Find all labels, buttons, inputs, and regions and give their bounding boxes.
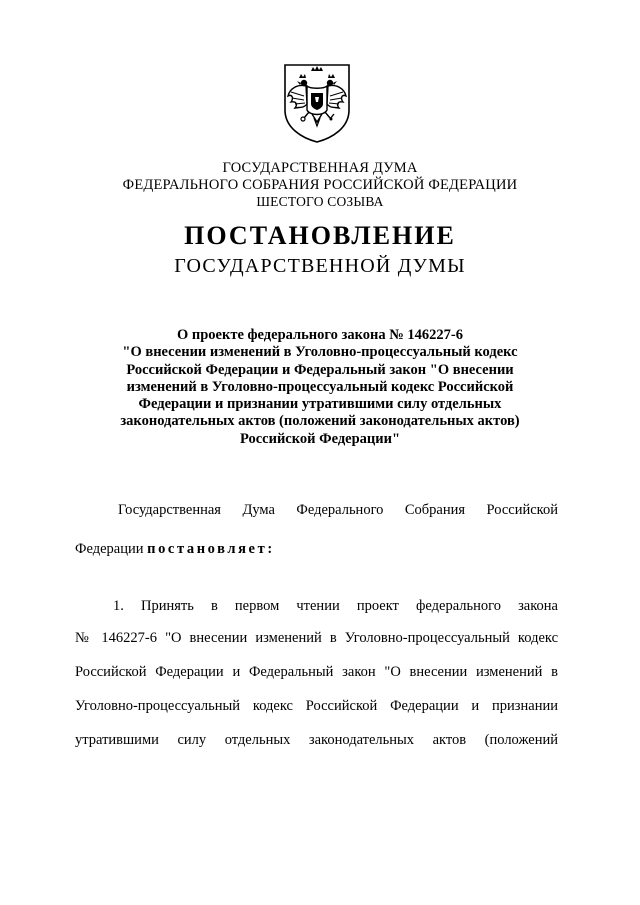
- subject-line: О проекте федерального закона № 146227-6: [176, 327, 464, 343]
- subject-line: "О внесении изменений в Уголовно-процессуальный кодекс: [122, 344, 518, 361]
- preamble-start: Федерации: [75, 541, 148, 557]
- coat-of-arms-icon: [282, 62, 352, 144]
- header-line-1: ГОСУДАРСТВЕННАЯ ДУМА: [222, 160, 418, 176]
- document-subject: [60, 327, 580, 448]
- item-1-line-4: Уголовно-процессуальный кодекс Российской Федерации и признании: [75, 698, 558, 714]
- document-issuer: ГОСУДАРСТВЕННОЙ ДУМЫ: [174, 255, 466, 277]
- subject-line: Федерации и признании утратившими силу отдельных: [138, 396, 502, 413]
- header-line-3: ШЕСТОГО СОЗЫВА: [256, 194, 384, 209]
- document-type-title: ПОСТАНОВЛЕНИЕ: [184, 221, 456, 250]
- header-line-2: ФЕДЕРАЛЬНОГО СОБРАНИЯ РОССИЙСКОЙ ФЕДЕРАЦИИ: [122, 177, 518, 193]
- subject-line: Российской Федерации и Федеральный закон "О внесении: [126, 361, 514, 378]
- preamble-decision-word: постановляет:: [147, 541, 275, 557]
- preamble-line-1: Государственная Дума Федерального Собрания Российской: [118, 502, 558, 518]
- item-1-line-1: 1. Принять в первом чтении проект федерального закона: [113, 598, 558, 614]
- item-1-line-3: Российской Федерации и Федеральный закон "О внесении изменений в: [75, 664, 558, 680]
- subject-line: Российской Федерации": [239, 430, 401, 447]
- item-1-line-5: утратившими силу отдельных законодательных актов (положений: [75, 732, 558, 748]
- subject-line: законодательных актов (положений законодательных актов): [120, 413, 520, 430]
- preamble-line-2: [75, 541, 558, 557]
- subject-line: изменений в Уголовно-процессуальный кодекс Российской: [126, 378, 514, 395]
- item-1-line-2: № 146227-6 "О внесении изменений в Уголовно-процессуальный кодекс: [75, 630, 558, 646]
